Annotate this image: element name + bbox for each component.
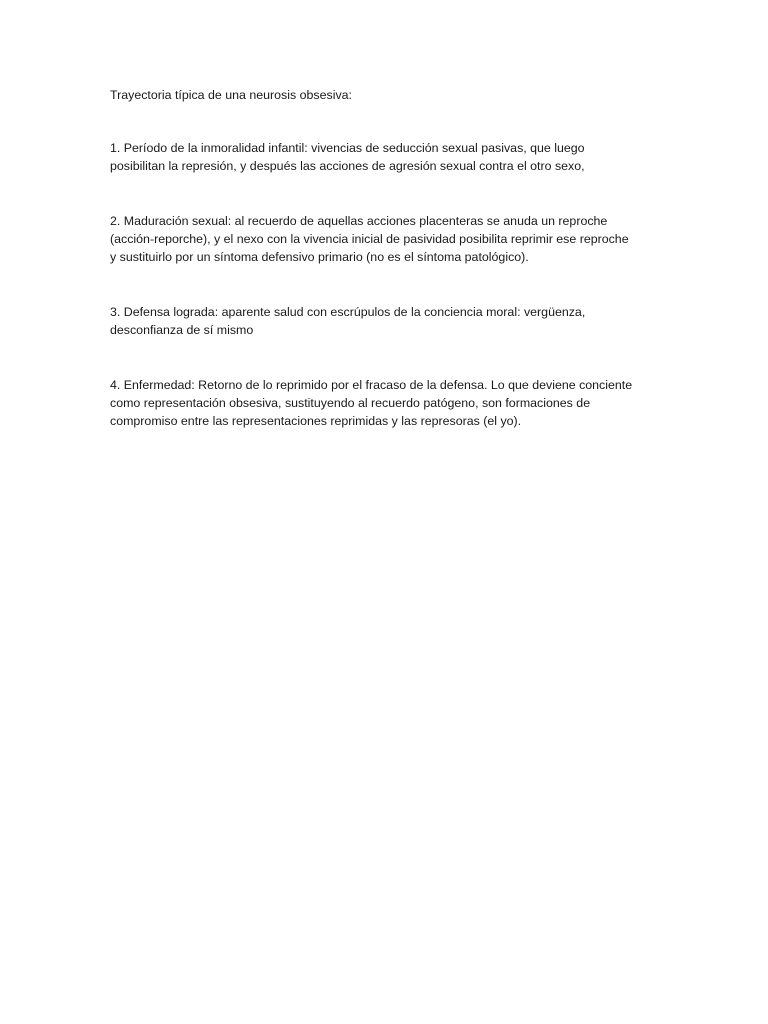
text-line: 4. Enfermedad: Retorno de lo reprimido por el fracaso de la defensa. Lo que deviene conciente [110, 378, 633, 392]
text-line: y sustituirlo por un síntoma defensivo primario (no es el síntoma patológico). [110, 250, 529, 265]
list-item-1 [110, 139, 670, 175]
text-line: 3. Defensa lograda: aparente salud con escrúpulos de la conciencia moral: vergüenza, [110, 305, 586, 319]
document-title: Trayectoria típica de una neurosis obsesiva: [110, 88, 352, 102]
list-item-3 [110, 303, 670, 339]
list-item-4 [110, 376, 670, 431]
text-line: 2. Maduración sexual: al recuerdo de aquellas acciones placenteras se anuda un reproche [110, 214, 608, 228]
text-line: compromiso entre las representaciones reprimidas y las represoras (el yo). [110, 414, 522, 429]
text-line: 1. Período de la inmoralidad infantil: vivencias de seducción sexual pasivas, que luego [110, 141, 585, 155]
text-line: (acción-reporche), y el nexo con la vivencia inicial de pasividad posibilita reprimir ese reproche [110, 232, 629, 247]
list-item-2 [110, 212, 670, 267]
text-line: como representación obsesiva, sustituyendo al recuerdo patógeno, son formaciones de [110, 396, 591, 411]
text-line: desconfianza de sí mismo [110, 323, 254, 338]
text-line: posibilitan la represión, y después las acciones de agresión sexual contra el otro sexo, [110, 159, 585, 174]
document-body [110, 86, 670, 429]
